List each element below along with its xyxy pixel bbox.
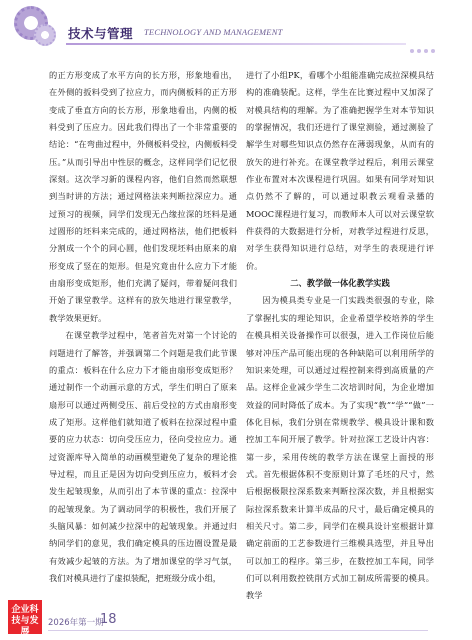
- section-heading: 二、教学做一体化教学实践: [290, 278, 390, 289]
- issue-label: 2026年第一期: [48, 618, 104, 628]
- small-gear-icon: [34, 24, 56, 46]
- section-title-english: TECHNOLOGY AND MANAGEMENT: [144, 27, 283, 37]
- section-title: 技术与管理: [68, 26, 134, 41]
- right-paragraph-intro: 进行了小组PK，看哪个小组能准确完成拉深模具结构的准确装配。这样，学生在比赛过程中又加深了对模具结构的理解。为了准确把握学生对本节知识的掌握情况，我们还进行了课堂测验，通过测验了解学生对哪些知识点仍然存在薄弱现象，从而有的放矢的进行补充。在课堂教学过程后，利用云课堂作业布置对本次课程进行巩固。如果有同学对知识点仍然不了解的，可以通过职教云观看录播的MOOC课程进行复习，而教师本人可以对云课堂软件获得的大数据进行分析，对教学过程进行反思，对学生获得知识进行总结，对学生的表现进行评价。: [246, 70, 434, 271]
- left-column: [49, 67, 237, 587]
- footer-rule: [48, 630, 428, 631]
- dot-decoration: [410, 38, 450, 50]
- page-number: 18: [100, 612, 117, 627]
- right-column: [246, 67, 434, 605]
- journal-logo: 企业科技与发展: [8, 600, 42, 634]
- header-rule: [66, 43, 406, 45]
- page-header: [0, 0, 472, 52]
- gear-decoration-icon: [8, 6, 56, 46]
- left-paragraph-1: 的正方形变成了水平方向的长方形，形象地看出，在外侧的扳料受到了拉应力，而内侧板料的正方形变成了垂直方向的长方形，形象地看出，内侧的板料受到了压应力。因此我们得出了一个非常重要的结论：“在弯曲过程中，外侧板料受拉，内侧板料受压。”从而引导出中性层的概念，这样同学们记忆很深刻。这次学习新的课程内容，他们自然而然联想到当时讲的方法；通过网格法来判断拉深应力。通过预习的视频，同学们发现无凸缘拉深的坯料是通过圆形的坯料来完成的，通过网格法，他们把板料分割成一个个的同心圆，他们发现坯料由原来的扇形变成了竖在的矩形。但是究竟由什么应力下才能由扇形变成矩形，他们充满了疑问，带着疑问我们开始了课堂教学。这样有的放矢地进行课堂教学，教学效果更好。: [49, 70, 237, 323]
- page-footer: [0, 600, 472, 640]
- left-paragraph-2: 在课堂教学过程中，笔者首先对第一个讨论的问题进行了解答，并强调第二个问题是我们此节课的重点：板料在什么应力下才能由扇形变成矩形？通过制作一个动画示意的方式，学生们明白了原来扇形可以通过两侧受压、前后受拉的方式由扇形变成了矩形。这样他们就知道了板料在拉深过程中重要的应力状态：切向受压应力，径向受拉应力。通过资源库导入简单的动画模型避免了复杂的理论推导过程，而且正是因为切向受到压应力，板料才会发生起皱现象，从而引出了本节课的重点：拉深中的起皱现象。为了调动同学的积极性，我们开展了头脑风暴：如何减少拉深中的起皱现象。并通过归纳同学们的意见，我们确定模具的压边圈设置是最有效减少起皱的方法。为了增加课堂的学习气氛，我们对模具进行了虚拟装配，把班级分成小组，: [49, 330, 237, 583]
- right-paragraph-body: 因为模具类专业是一门实践类很强的专业，除了掌握扎实的理论知识，企业希望学校培养的学生在模具相关设备操作可以很强，进入工作岗位后能够对冲压产品可能出现的各种缺陷可以利用所学的知识来处理，可以通过过程控制来得到高质量的产品。这样企业减少学生二次培训时间，为企业增加效益的同时降低了成本。为了实现“教”“学”“做”一体化目标，我们分别在常规教学、模具设计课和数控加工车间开展了教学。针对拉深工艺设计内容：第一步，采用传统的教学方法在课堂上面授的形式。首先根据体积不变原则计算了毛坯的尺寸，然后根据极限拉深系数来判断拉深次数，并且根据实际拉深系数来计算半成品的尺寸，最后确定模具的相关尺寸。第二步，同学们在模具设计室根据计算确定前面的工艺参数进行三维模具选型，并且导出可以加工的程序。第三步，在数控加工车间，同学们可以利用数控铣削方式加工制成所需要的模具。教学: [246, 295, 434, 601]
